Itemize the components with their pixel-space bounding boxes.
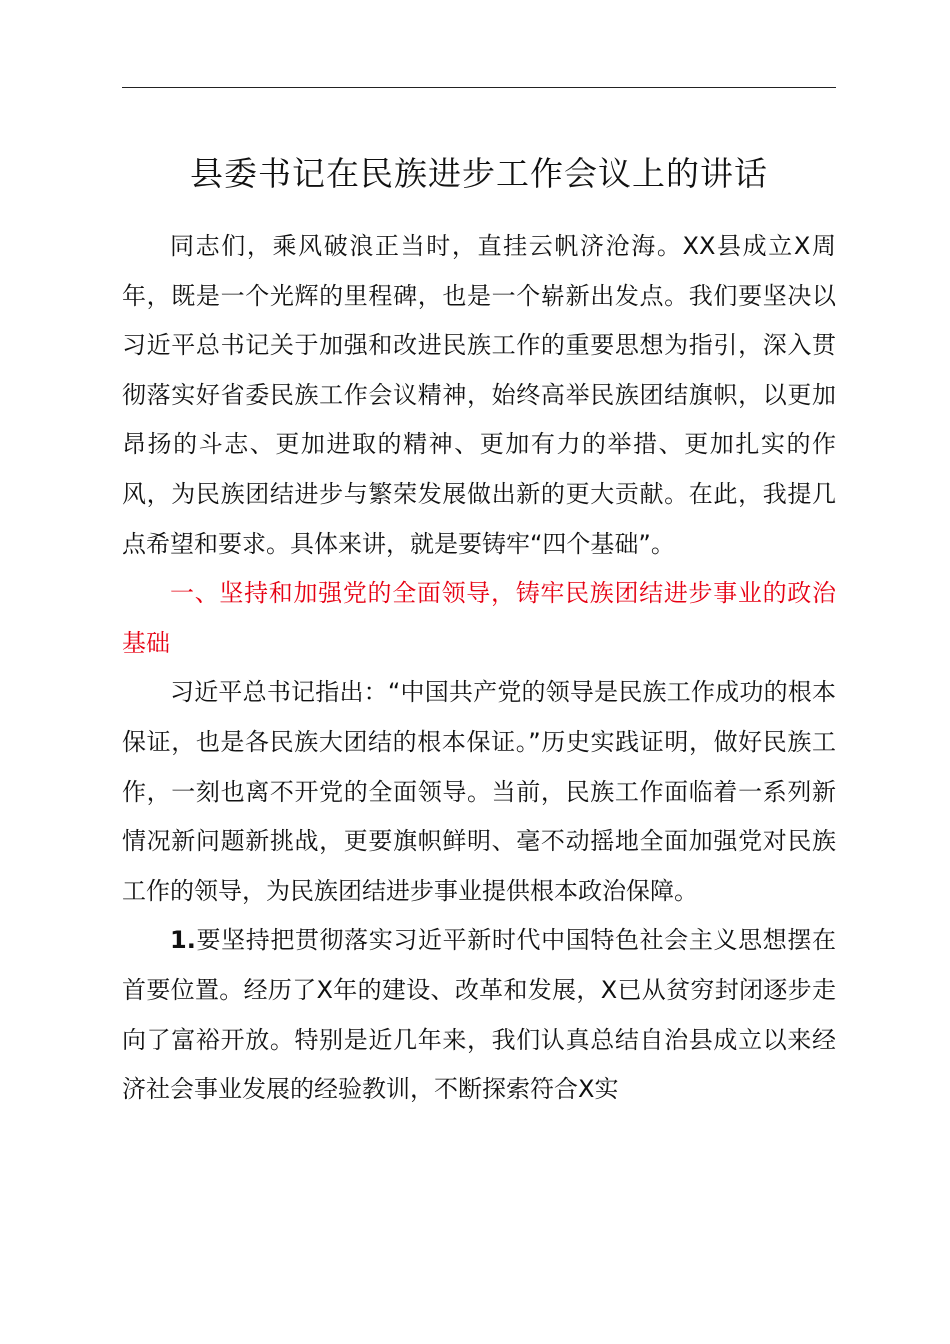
point-1-text: 要坚持把贯彻落实习近平新时代中国特色社会主义思想摆在首要位置。经历了X年的建设、改革和发展，X已从贫穷封闭逐步走向了富裕开放。特别是近几年来，我们认真总结自治县成立以来经济社会事业发展的经验教训，不断探索符合X实	[122, 926, 836, 1104]
header-rule	[122, 87, 836, 88]
section-1-paragraph: 习近平总书记指出：“中国共产党的领导是民族工作成功的根本保证，也是各民族大团结的根本保证。”历史实践证明，做好民族工作，一刻也离不开党的全面领导。当前，民族工作面临着一系列新情况新问题新挑战，更要旗帜鲜明、毫不动摇地全面加强党对民族工作的领导，为民族团结进步事业提供根本政治保障。	[122, 678, 836, 905]
intro-paragraph: 同志们，乘风破浪正当时，直挂云帆济沧海。XX县成立X周年，既是一个光辉的里程碑，也是一个崭新出发点。我们要坚决以习近平总书记关于加强和改进民族工作的重要思想为指引，深入贯彻落实好省委民族工作会议精神，始终高举民族团结旗帜，以更加昂扬的斗志、更加进取的精神、更加有力的举措、更加扎实的作风，为民族团结进步与繁荣发展做出新的更大贡献。在此，我提几点希望和要求。具体来讲，就是要铸牢“四个基础”。	[122, 232, 836, 558]
section-1-heading: 一、坚持和加强党的全面领导，铸牢民族团结进步事业的政治基础	[122, 579, 836, 657]
point-1-number: 1.	[170, 926, 196, 955]
point-1-paragraph	[122, 916, 836, 1114]
document-title: 县委书记在民族进步工作会议上的讲话	[190, 154, 768, 193]
document-body	[122, 222, 836, 1115]
